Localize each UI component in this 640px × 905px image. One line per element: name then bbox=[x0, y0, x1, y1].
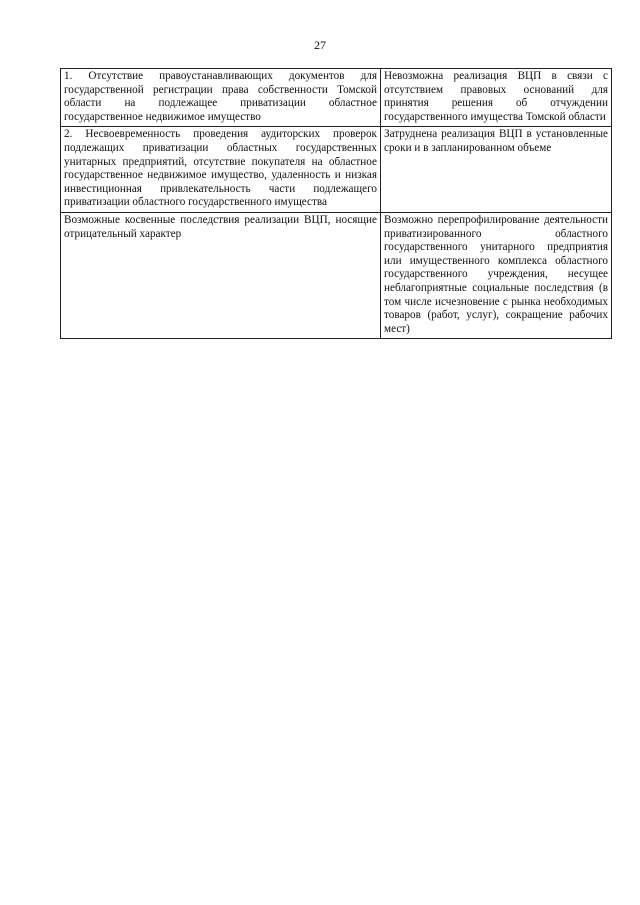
consequence-cell: Затруднена реализация ВЦП в установленные сроки и в запланированном объеме bbox=[381, 127, 612, 213]
risk-cell: Возможные косвенные последствия реализации ВЦП, носящие отрицательный характер bbox=[61, 212, 381, 338]
consequence-cell: Возможно перепрофилирование деятельности приватизированного областного государственного унитарного предприятия или имущественного комплекса областного государственного учреждения, несущее неблагоприятные социальные последствия (в том числе исчезновение с рынка необходимых товаров (работ, услуг), сокращение рабочих мест) bbox=[381, 212, 612, 338]
page-number: 27 bbox=[314, 38, 326, 52]
consequence-cell: Невозможна реализация ВЦП в связи с отсутствием правовых оснований для принятия решения об отчуждении государственного имущества Томской области bbox=[381, 69, 612, 127]
risk-table bbox=[60, 68, 612, 339]
table-row bbox=[61, 69, 612, 127]
risk-cell: 1. Отсутствие правоустанавливающих документов для государственной регистрации права собственности Томской области на подлежащее приватизации областное государственное недвижимое имущество bbox=[61, 69, 381, 127]
table-row bbox=[61, 127, 612, 213]
table-row bbox=[61, 212, 612, 338]
risk-cell: 2. Несвоевременность проведения аудиторских проверок подлежащих приватизации областных государственных унитарных предприятий, отсутствие покупателя на областное государственное недвижимое имущество, удаленность и низкая инвестиционная привлекательность части подлежащего приватизации областного государственного имущества bbox=[61, 127, 381, 213]
